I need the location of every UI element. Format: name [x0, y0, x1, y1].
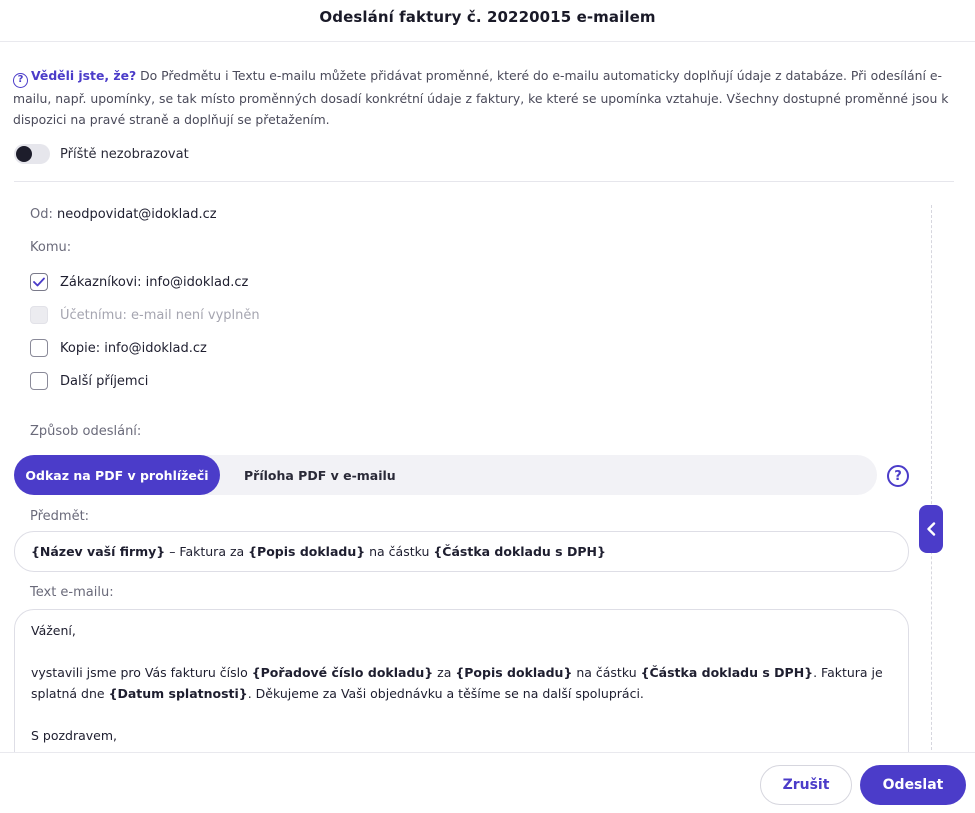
dialog-title: Odeslání faktury č. 20220015 e-mailem — [319, 8, 656, 26]
from-row — [30, 207, 217, 222]
tip-text: Do Předmětu i Textu e-mailu můžete přidávat proměnné, které do e-mailu automaticky doplňují údaje z databáze. Při odesílání e-mailu, např. upomínky, se tak místo proměnných dosadí konkrétní údaje z faktury, ke které se upomínka vztahuje. Všechny dostupné proměnné jsou k dispozici na pravé straně a doplňují se přetažením. — [13, 68, 949, 127]
send-button[interactable]: Odeslat — [860, 765, 966, 805]
email-text: vystavili jsme pro Vás fakturu číslo — [31, 665, 252, 680]
divider — [14, 181, 954, 182]
email-paragraph — [31, 662, 892, 704]
cancel-button[interactable]: Zrušit — [760, 765, 852, 805]
subject-text: na částku — [365, 544, 434, 559]
subject-variable-amount: {Částka dokladu s DPH} — [433, 544, 606, 559]
checkbox-others[interactable] — [30, 372, 48, 390]
recipient-accountant — [30, 306, 260, 324]
email-body-label: Text e-mailu: — [30, 585, 114, 600]
email-text: na částku — [572, 665, 641, 680]
checkbox-accountant — [30, 306, 48, 324]
subject-variable-description: {Popis dokladu} — [248, 544, 366, 559]
email-variable-amount: {Částka dokladu s DPH} — [640, 665, 814, 680]
recipient-customer[interactable] — [30, 273, 248, 291]
checkbox-customer[interactable] — [30, 273, 48, 291]
subject-variable-company: {Název vaší firmy} — [31, 544, 166, 559]
dont-show-again-label[interactable]: Příště nezobrazovat — [60, 146, 189, 162]
dont-show-again-toggle[interactable] — [14, 144, 50, 164]
method-option-attachment[interactable]: Příloha PDF v e-mailu — [244, 467, 396, 483]
email-greeting: Vážení, — [31, 623, 76, 638]
email-text: . Faktura je splatná dne — [31, 665, 883, 701]
subject-label: Předmět: — [30, 509, 90, 524]
dont-show-again-row — [14, 144, 189, 164]
from-label: Od: — [30, 207, 53, 222]
subject-text: – Faktura za — [165, 544, 249, 559]
email-closing: S pozdravem, — [31, 728, 118, 743]
checkbox-copy[interactable] — [30, 339, 48, 357]
question-circle-icon: ? — [13, 73, 28, 88]
variables-panel-toggle[interactable] — [919, 505, 943, 553]
from-value: neodpovidat@idoklad.cz — [57, 207, 217, 222]
dialog-header — [0, 0, 975, 42]
help-icon[interactable]: ? — [887, 465, 909, 487]
method-option-link[interactable]: Odkaz na PDF v prohlížeči — [14, 455, 220, 495]
email-text: za — [433, 665, 456, 680]
email-text: . Děkujeme za Vaši objednávku a těšíme se na další spolupráci. — [247, 686, 644, 701]
email-variable-number: {Pořadové číslo dokladu} — [251, 665, 434, 680]
subject-input[interactable] — [14, 531, 909, 572]
send-method-label: Způsob odeslání: — [30, 424, 142, 439]
dashed-separator — [931, 205, 932, 750]
recipient-customer-label: Zákazníkovi: info@idoklad.cz — [60, 274, 249, 290]
chevron-left-icon — [926, 522, 936, 536]
email-variable-description: {Popis dokladu} — [455, 665, 573, 680]
toggle-knob — [16, 146, 32, 162]
recipient-copy-label: Kopie: info@idoklad.cz — [60, 340, 207, 356]
dialog-footer — [0, 752, 975, 813]
recipient-others-label: Další příjemci — [60, 373, 149, 389]
recipient-others[interactable] — [30, 372, 148, 390]
check-icon — [33, 277, 45, 287]
tip-banner — [13, 65, 963, 130]
tip-lead: Věděli jste, že? — [31, 68, 137, 83]
send-method-switch — [14, 455, 877, 495]
email-variable-due-date: {Datum splatnosti} — [108, 686, 248, 701]
recipient-copy[interactable] — [30, 339, 207, 357]
recipient-accountant-label: Účetnímu: e-mail není vyplněn — [60, 307, 260, 323]
to-label: Komu: — [30, 240, 72, 255]
